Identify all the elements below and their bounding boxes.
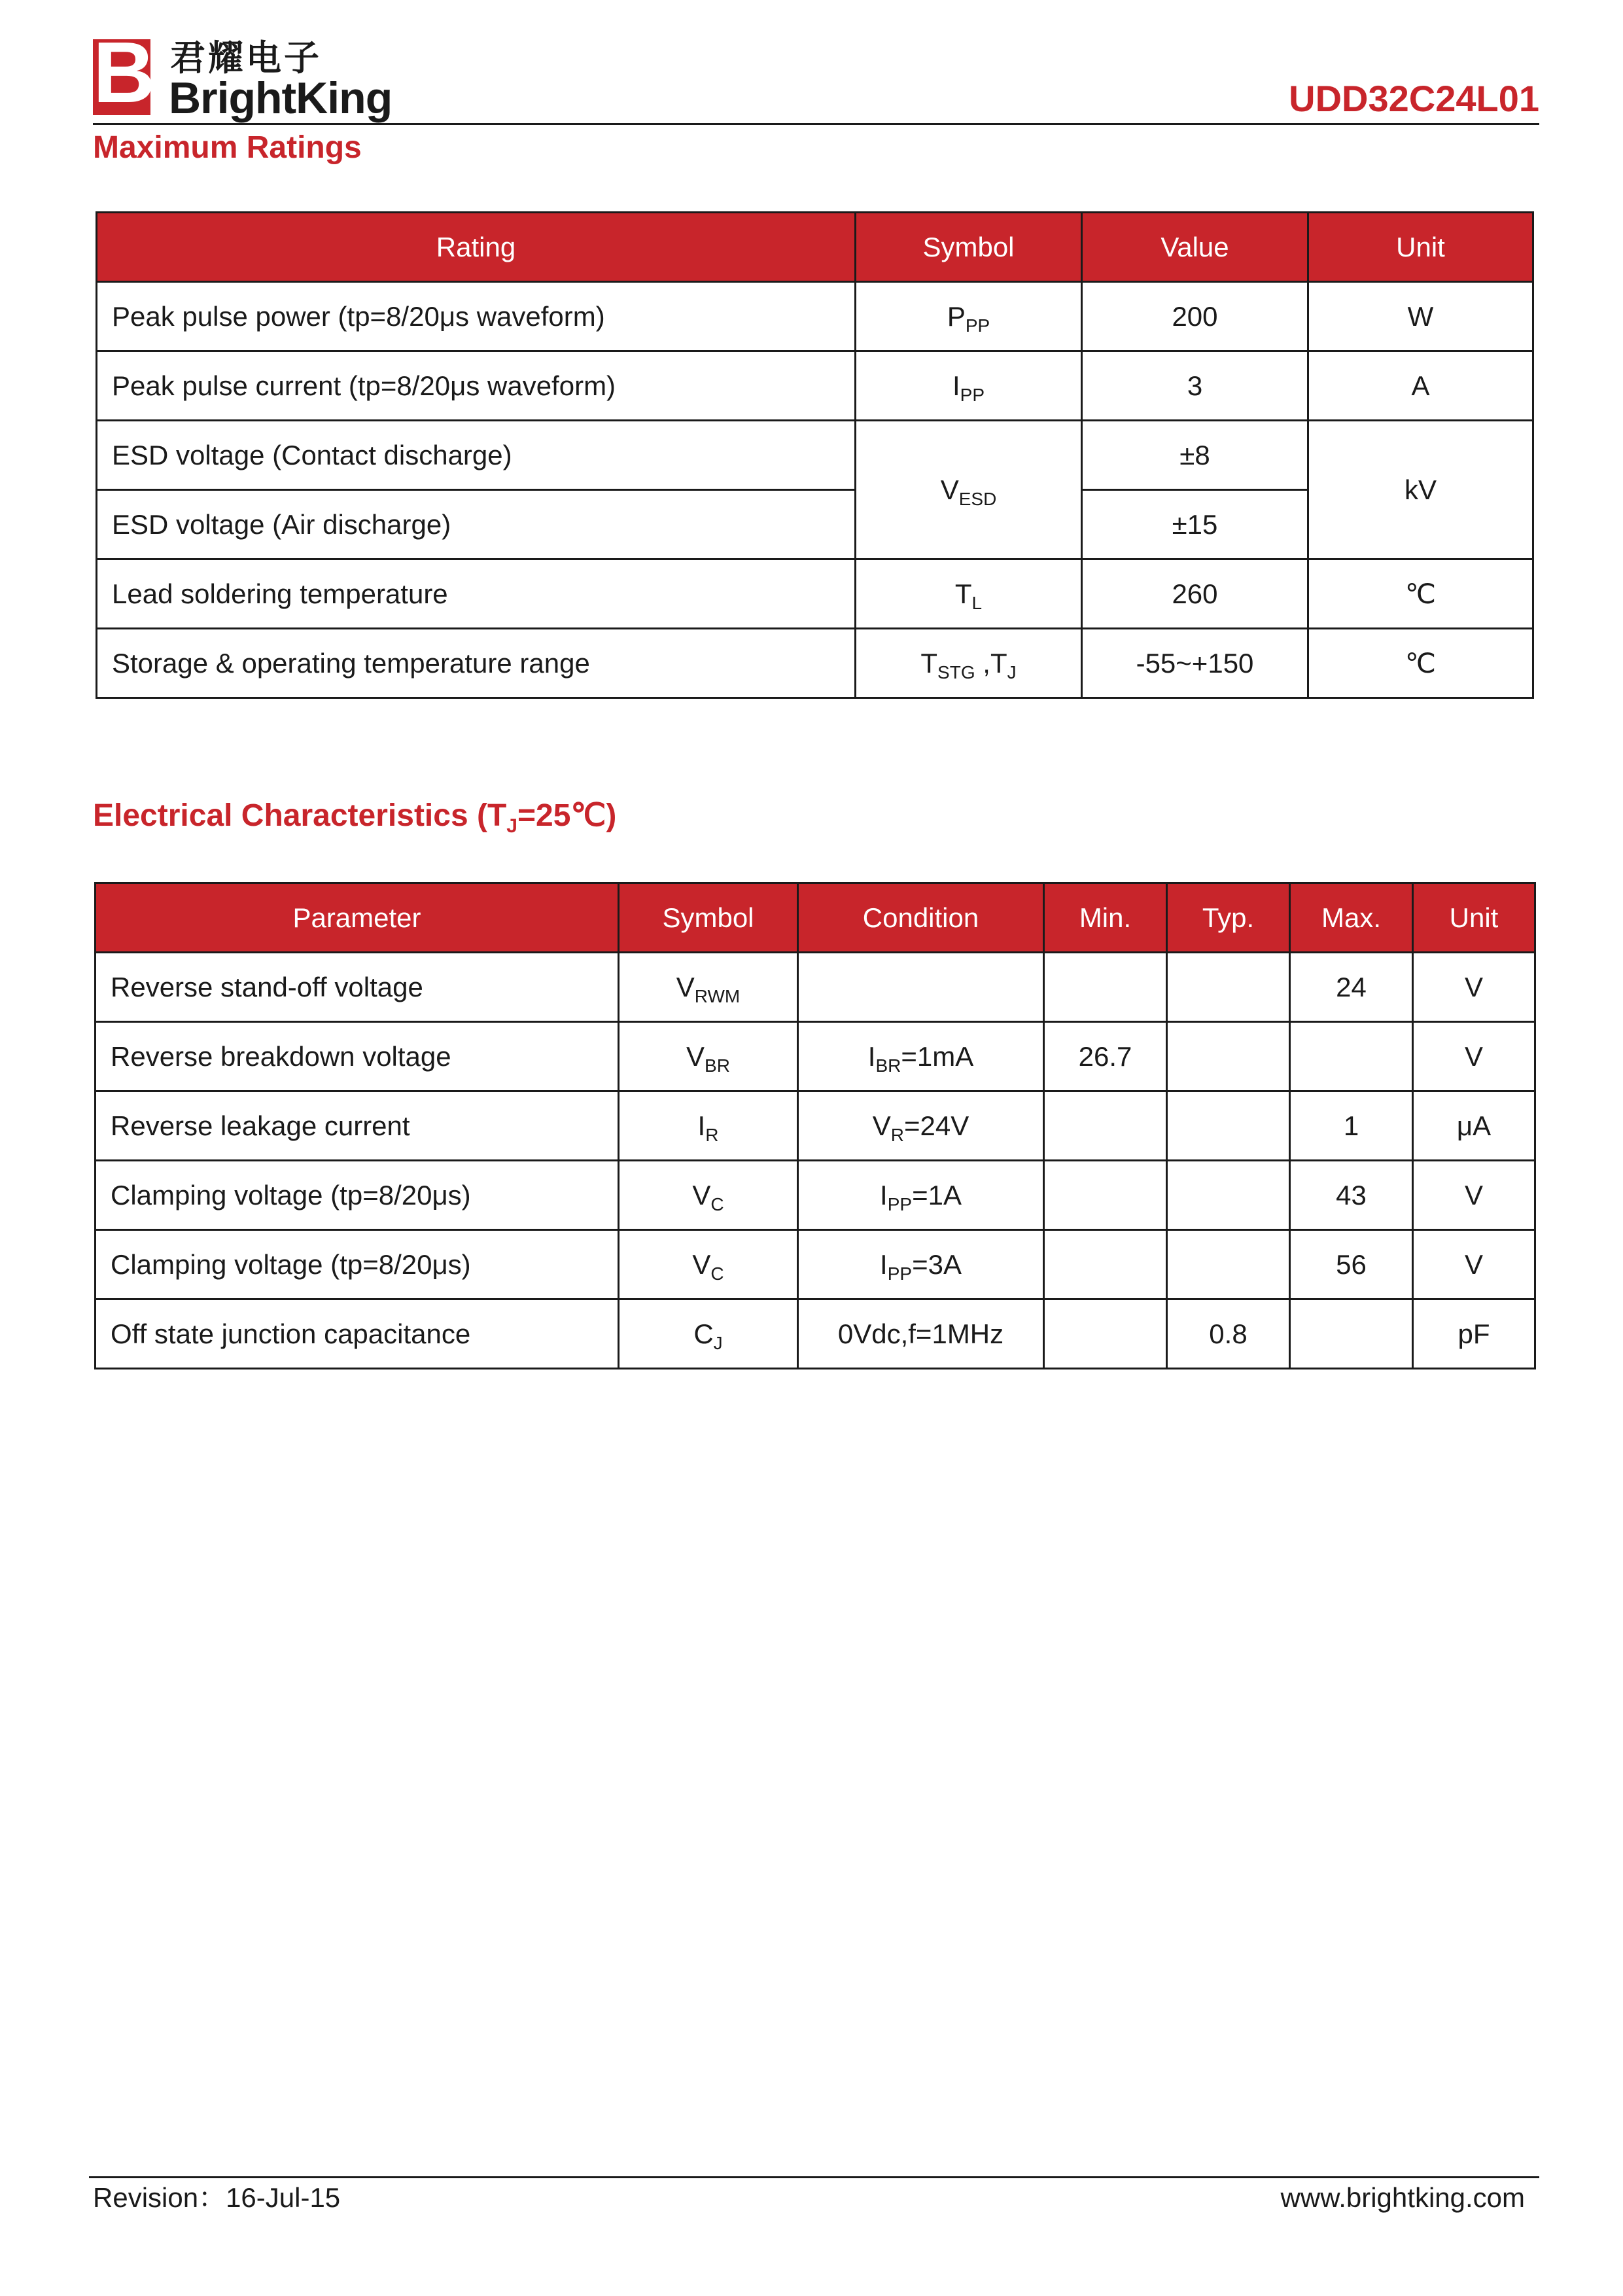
title-text: =25℃) xyxy=(517,798,617,833)
symbol-subscript: STG xyxy=(937,662,975,682)
rating-cell: ESD voltage (Contact discharge) xyxy=(97,421,856,490)
symbol-text: P xyxy=(947,300,966,332)
condition-subscript: PP xyxy=(887,1263,913,1284)
condition-cell xyxy=(798,1299,1044,1369)
logo-letter: B xyxy=(93,24,156,120)
min-cell xyxy=(1044,1161,1167,1230)
min-cell xyxy=(1044,1299,1167,1369)
title-text: Electrical Characteristics (T xyxy=(93,798,507,833)
condition-text: =1mA xyxy=(901,1040,974,1072)
symbol-cell xyxy=(619,1161,798,1230)
col-header-typ: Typ. xyxy=(1167,883,1290,953)
logo-chinese-name: 君耀电子 xyxy=(170,39,322,78)
max-cell: 24 xyxy=(1290,953,1413,1022)
logo-english-name: BrightKing xyxy=(169,73,393,123)
max-cell xyxy=(1290,1299,1413,1369)
unit-cell: ℃ xyxy=(1308,559,1533,629)
table-row xyxy=(97,629,1533,698)
typ-cell: 0.8 xyxy=(1167,1299,1290,1369)
condition-text: =3A xyxy=(912,1248,962,1280)
unit-cell: μA xyxy=(1413,1091,1535,1161)
unit-cell: V xyxy=(1413,1161,1535,1230)
symbol-cell xyxy=(856,282,1082,351)
value-cell: 200 xyxy=(1082,282,1308,351)
symbol-cell xyxy=(856,351,1082,421)
unit-cell: kV xyxy=(1308,421,1533,559)
symbol-subscript: L xyxy=(971,592,983,613)
symbol-text: T xyxy=(954,578,972,609)
elec-chars-table xyxy=(94,882,1536,1369)
revision-date: Revision：16-Jul-15 xyxy=(93,2182,341,2213)
table-row xyxy=(97,282,1533,351)
min-cell: 26.7 xyxy=(1044,1022,1167,1091)
table-header-row xyxy=(96,883,1535,953)
symbol-subscript: PP xyxy=(960,384,985,405)
max-ratings-table xyxy=(96,211,1534,699)
table-row xyxy=(97,351,1533,421)
min-cell xyxy=(1044,1091,1167,1161)
symbol-subscript: J xyxy=(713,1332,723,1353)
symbol-subscript: C xyxy=(710,1193,724,1214)
typ-cell xyxy=(1167,1161,1290,1230)
rating-cell: Storage & operating temperature range xyxy=(97,629,856,698)
rating-cell: Peak pulse power (tp=8/20μs waveform) xyxy=(97,282,856,351)
website-link[interactable]: www.brightking.com xyxy=(1280,2182,1525,2213)
max-cell: 56 xyxy=(1290,1230,1413,1299)
col-header-value: Value xyxy=(1082,213,1308,282)
symbol-cell xyxy=(856,559,1082,629)
condition-text: =24V xyxy=(903,1110,969,1141)
value-cell: -55~+150 xyxy=(1082,629,1308,698)
condition-cell xyxy=(798,1022,1044,1091)
unit-cell: A xyxy=(1308,351,1533,421)
header-divider xyxy=(93,123,1539,125)
parameter-cell: Reverse leakage current xyxy=(96,1091,619,1161)
col-header-condition: Condition xyxy=(798,883,1044,953)
condition-text: =1A xyxy=(912,1179,962,1210)
max-cell: 1 xyxy=(1290,1091,1413,1161)
symbol-subscript: BR xyxy=(705,1055,730,1076)
condition-subscript: R xyxy=(890,1124,904,1145)
symbol-subscript: J xyxy=(1007,662,1017,682)
table-row xyxy=(96,953,1535,1022)
max-cell: 43 xyxy=(1290,1161,1413,1230)
symbol-cell xyxy=(856,421,1082,559)
condition-text: V xyxy=(872,1110,891,1141)
col-header-max: Max. xyxy=(1290,883,1413,953)
condition-subscript: BR xyxy=(875,1055,901,1076)
symbol-text: V xyxy=(692,1248,711,1280)
symbol-text: V xyxy=(686,1040,705,1072)
part-number: UDD32C24L01 xyxy=(1289,78,1539,119)
condition-cell xyxy=(798,1161,1044,1230)
unit-cell: pF xyxy=(1413,1299,1535,1369)
col-header-symbol: Symbol xyxy=(619,883,798,953)
title-subscript: J xyxy=(506,815,517,837)
parameter-cell: Reverse stand-off voltage xyxy=(96,953,619,1022)
typ-cell xyxy=(1167,1230,1290,1299)
condition-text: 0Vdc,f=1MHz xyxy=(837,1318,1004,1349)
condition-text: I xyxy=(867,1040,876,1072)
unit-cell: W xyxy=(1308,282,1533,351)
symbol-text: C xyxy=(693,1318,714,1349)
symbol-subscript: PP xyxy=(965,315,990,336)
typ-cell xyxy=(1167,1091,1290,1161)
condition-text: I xyxy=(880,1179,888,1210)
symbol-text: V xyxy=(676,971,695,1002)
col-header-parameter: Parameter xyxy=(96,883,619,953)
symbol-cell xyxy=(619,1022,798,1091)
table-header-row xyxy=(97,213,1533,282)
symbol-cell xyxy=(619,1091,798,1161)
col-header-unit: Unit xyxy=(1413,883,1535,953)
max-ratings-title: Maximum Ratings xyxy=(93,130,362,165)
table-row xyxy=(96,1022,1535,1091)
symbol-text: T xyxy=(920,647,938,679)
symbol-cell xyxy=(856,629,1082,698)
parameter-cell: Off state junction capacitance xyxy=(96,1299,619,1369)
typ-cell xyxy=(1167,953,1290,1022)
col-header-symbol: Symbol xyxy=(856,213,1082,282)
symbol-text: I xyxy=(952,370,960,401)
unit-cell: V xyxy=(1413,1230,1535,1299)
unit-cell: ℃ xyxy=(1308,629,1533,698)
condition-cell xyxy=(798,1091,1044,1161)
min-cell xyxy=(1044,1230,1167,1299)
value-cell: 260 xyxy=(1082,559,1308,629)
logo-mark xyxy=(93,24,156,120)
value-cell: 3 xyxy=(1082,351,1308,421)
symbol-cell xyxy=(619,1230,798,1299)
condition-text: I xyxy=(880,1248,888,1280)
min-cell xyxy=(1044,953,1167,1022)
table-row xyxy=(97,421,1533,490)
table-row xyxy=(97,559,1533,629)
symbol-text: I xyxy=(697,1110,706,1141)
symbol-subscript: R xyxy=(705,1124,719,1145)
elec-chars-title xyxy=(93,798,617,837)
symbol-text: ,T xyxy=(975,647,1007,679)
table-row xyxy=(96,1161,1535,1230)
symbol-cell xyxy=(619,1299,798,1369)
condition-subscript: PP xyxy=(887,1193,913,1214)
typ-cell xyxy=(1167,1022,1290,1091)
rating-cell: ESD voltage (Air discharge) xyxy=(97,490,856,559)
table-row xyxy=(96,1299,1535,1369)
table-row xyxy=(96,1091,1535,1161)
unit-cell: V xyxy=(1413,1022,1535,1091)
footer-divider xyxy=(89,2176,1539,2178)
condition-cell xyxy=(798,1230,1044,1299)
symbol-cell xyxy=(619,953,798,1022)
max-cell xyxy=(1290,1022,1413,1091)
symbol-text: V xyxy=(692,1179,711,1210)
parameter-cell: Reverse breakdown voltage xyxy=(96,1022,619,1091)
col-header-rating: Rating xyxy=(97,213,856,282)
symbol-subscript: ESD xyxy=(958,488,997,509)
value-cell: ±15 xyxy=(1082,490,1308,559)
rating-cell: Peak pulse current (tp=8/20μs waveform) xyxy=(97,351,856,421)
symbol-text: V xyxy=(940,474,959,505)
value-cell: ±8 xyxy=(1082,421,1308,490)
symbol-subscript: C xyxy=(710,1263,724,1284)
rating-cell: Lead soldering temperature xyxy=(97,559,856,629)
col-header-unit: Unit xyxy=(1308,213,1533,282)
parameter-cell: Clamping voltage (tp=8/20μs) xyxy=(96,1161,619,1230)
parameter-cell: Clamping voltage (tp=8/20μs) xyxy=(96,1230,619,1299)
unit-cell: V xyxy=(1413,953,1535,1022)
table-row xyxy=(96,1230,1535,1299)
symbol-subscript: RWM xyxy=(694,985,741,1006)
condition-cell xyxy=(798,953,1044,1022)
col-header-min: Min. xyxy=(1044,883,1167,953)
